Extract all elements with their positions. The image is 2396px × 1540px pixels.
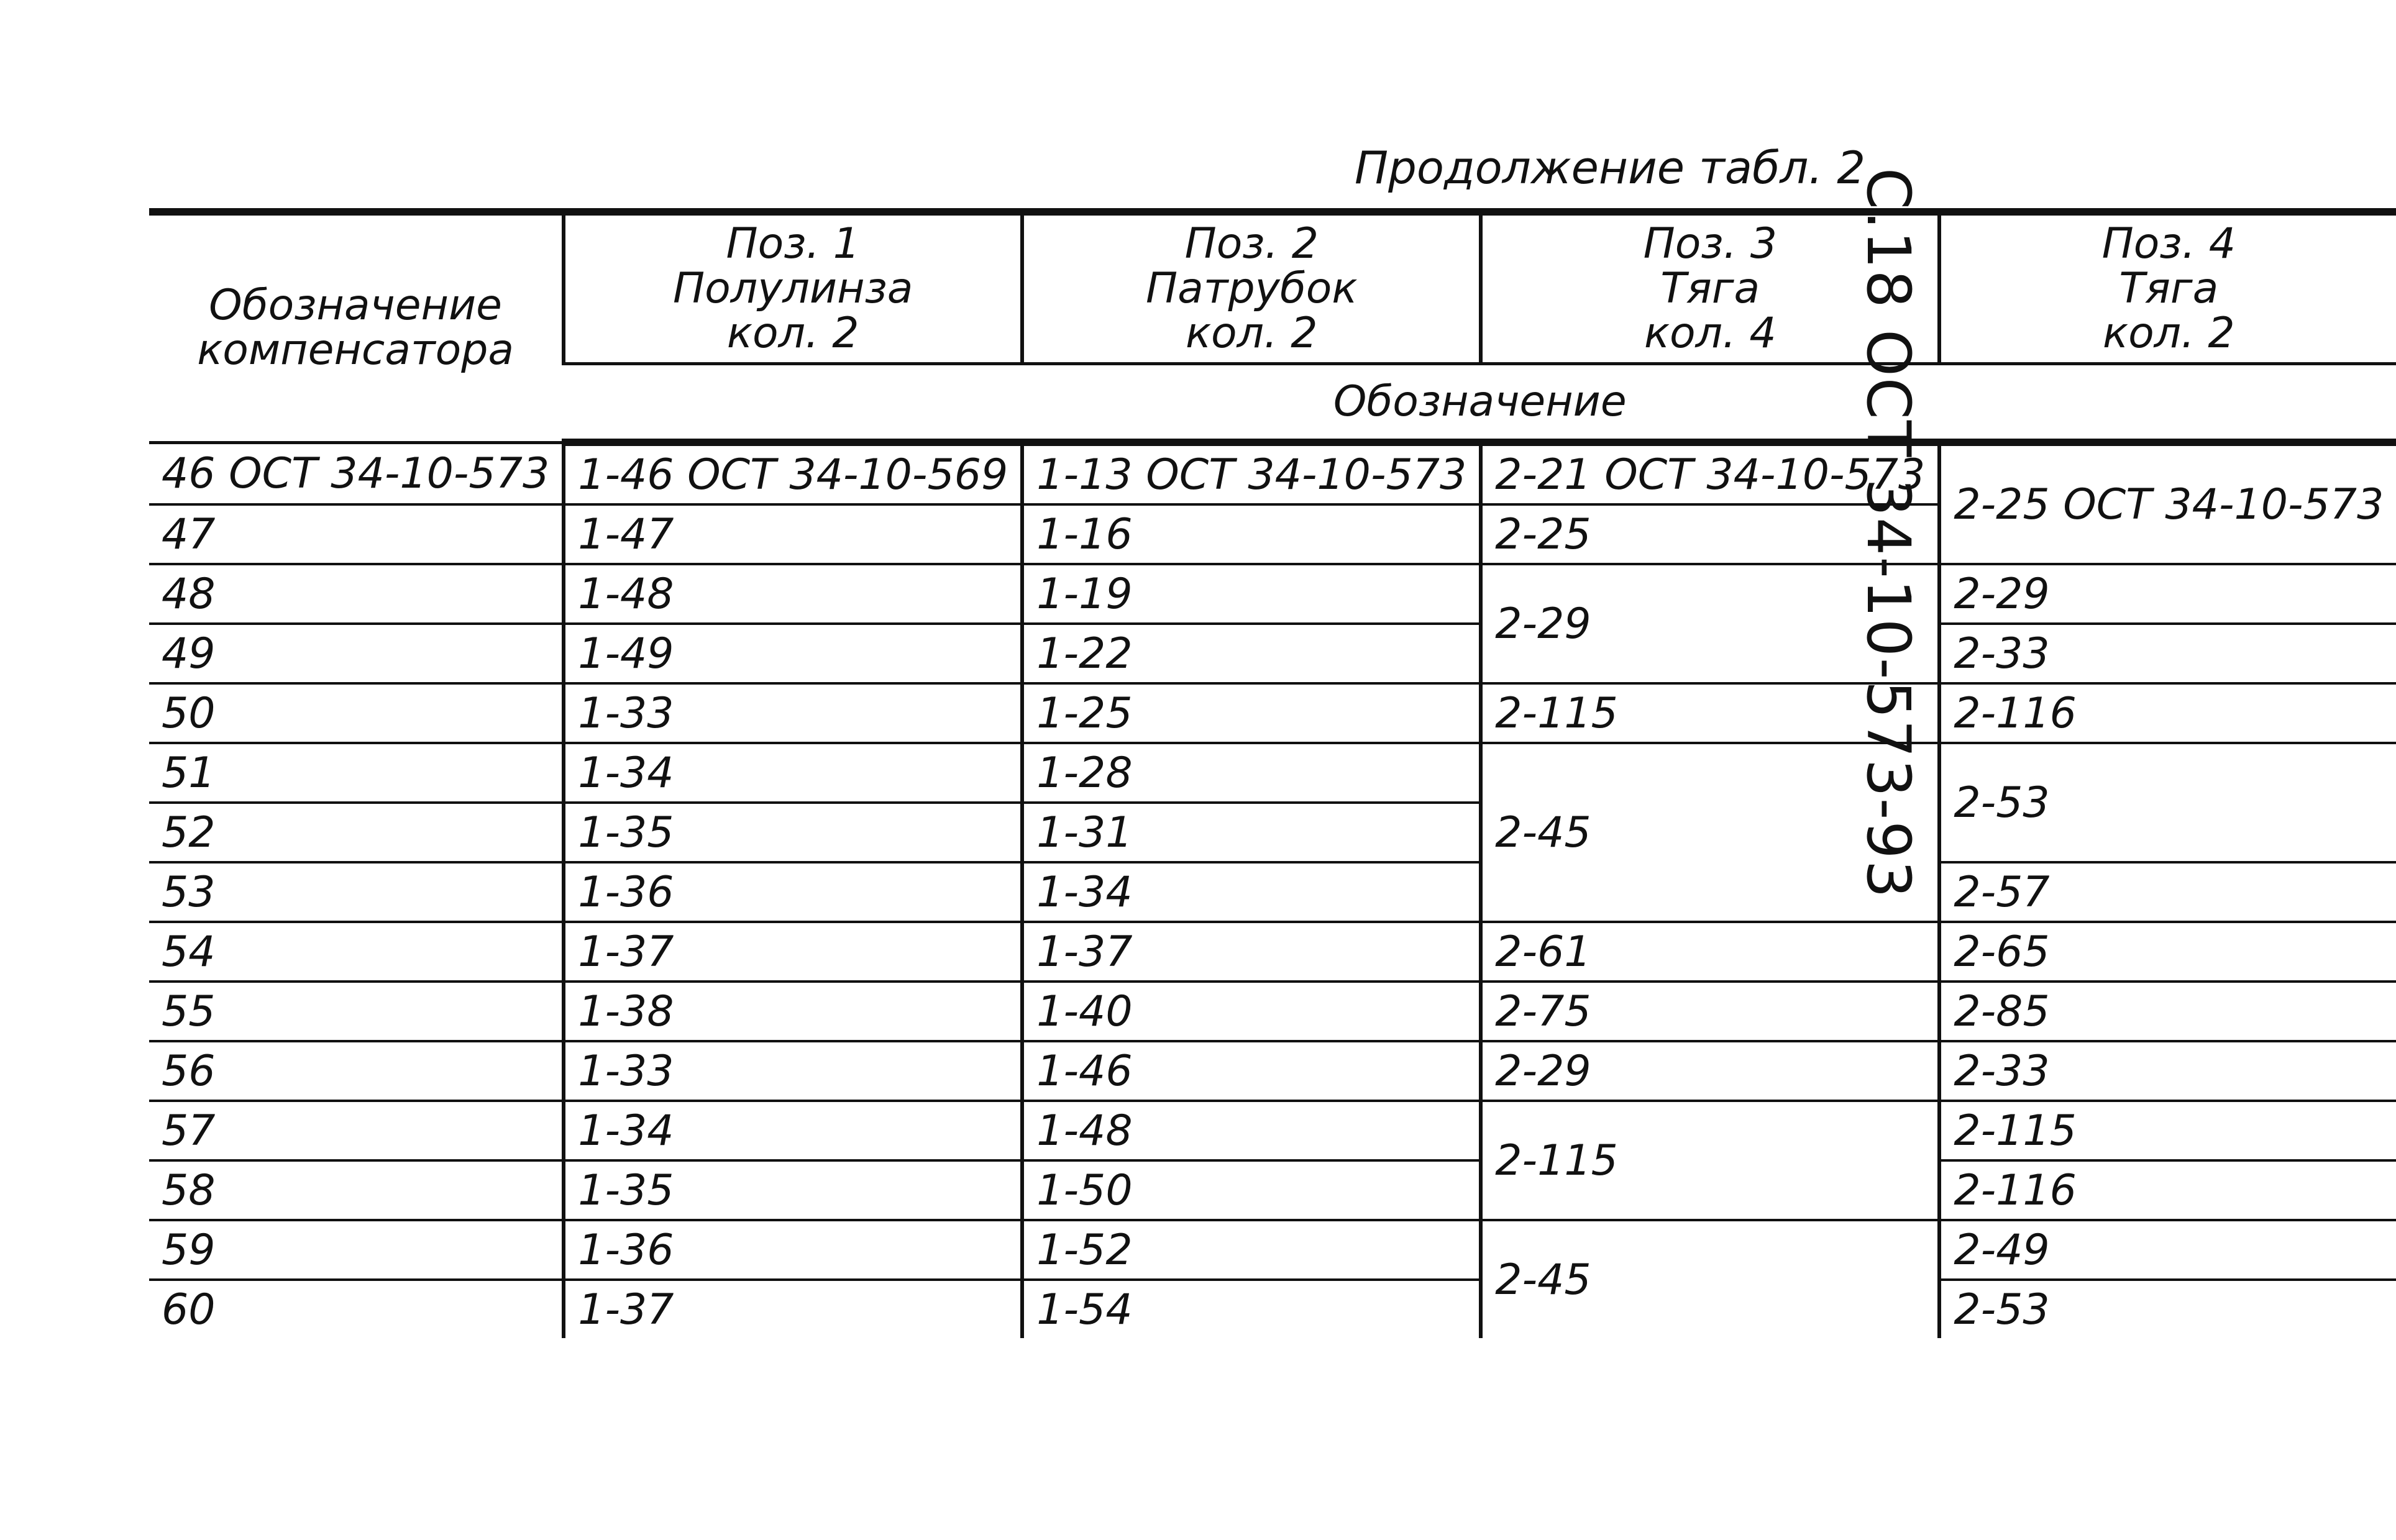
header-pos-2: Поз. 2 Патрубок кол. 2 [1022, 212, 1481, 364]
table-cell: 2-75 [1481, 982, 1939, 1041]
table-cell: 1-50 [1022, 1160, 1481, 1220]
table-cell: 49 [149, 624, 564, 683]
table-cell: 1-33 [564, 683, 1022, 743]
header-pos-1: Поз. 1 Полулинза кол. 2 [564, 212, 1022, 364]
table-cell: 2-25 [1481, 504, 1939, 564]
table-cell: 2-45 [1481, 1220, 1939, 1338]
table-cell: 1-47 [564, 504, 1022, 564]
table-cell: 1-48 [1022, 1101, 1481, 1160]
table-cell: 2-33 [1939, 624, 2396, 683]
table-cell: 55 [149, 982, 564, 1041]
table-cell: 2-115 [1481, 683, 1939, 743]
table-cell: 2-29 [1481, 1041, 1939, 1101]
table-cell: 1-33 [564, 1041, 1022, 1101]
table-cell: 47 [149, 504, 564, 564]
compensator-table [149, 208, 2396, 1338]
header-designation-span: Обозначение [564, 364, 2396, 443]
table-cell: 2-116 [1939, 683, 2396, 743]
table-cell: 46 ОСТ 34-10-573 [149, 442, 564, 504]
table-cell: 1-28 [1022, 743, 1481, 803]
table-cell: 1-46 [1022, 1041, 1481, 1101]
table-cell: 1-19 [1022, 564, 1481, 624]
table-cell: 2-45 [1481, 743, 1939, 922]
table-cell: 2-115 [1481, 1101, 1939, 1220]
table-cell: 54 [149, 922, 564, 982]
table-cell: 1-34 [1022, 862, 1481, 922]
table-cell: 2-53 [1939, 1280, 2396, 1338]
table-cell: 1-37 [564, 1280, 1022, 1338]
table-cell: 59 [149, 1220, 564, 1280]
table-cell: 1-35 [564, 803, 1022, 862]
header-pos-4: Поз. 4 Тяга кол. 2 [1939, 212, 2396, 364]
table-cell: 1-54 [1022, 1280, 1481, 1338]
table-cell: 2-29 [1939, 564, 2396, 624]
page-document-code: С.18 ОСТ 34-10-573-93 [1854, 168, 1923, 900]
table-cell: 2-57 [1939, 862, 2396, 922]
table-cell: 1-16 [1022, 504, 1481, 564]
table-cell: 2-116 [1939, 1160, 2396, 1220]
table-cell: 1-34 [564, 743, 1022, 803]
table-cell: 53 [149, 862, 564, 922]
table-cell: 1-37 [564, 922, 1022, 982]
table-cell: 1-36 [564, 1220, 1022, 1280]
table-cell: 1-13 ОСТ 34-10-573 [1022, 442, 1481, 504]
table-cell: 1-22 [1022, 624, 1481, 683]
table-cell: 58 [149, 1160, 564, 1220]
table-cell: 1-34 [564, 1101, 1022, 1160]
table-cell: 2-49 [1939, 1220, 2396, 1280]
table-cell: 2-85 [1939, 982, 2396, 1041]
table-cell: 56 [149, 1041, 564, 1101]
table-cell: 1-36 [564, 862, 1022, 922]
table-cell: 1-49 [564, 624, 1022, 683]
table-cell: 48 [149, 564, 564, 624]
table-cell: 50 [149, 683, 564, 743]
table-cell: 1-35 [564, 1160, 1022, 1220]
table-cell: 60 [162, 1285, 216, 1334]
table-cell: 1-40 [1022, 982, 1481, 1041]
table-cell: 2-33 [1939, 1041, 2396, 1101]
table-cell: 57 [149, 1101, 564, 1160]
table-cell: 2-53 [1939, 743, 2396, 862]
table-caption: Продолжение табл. 2 [1355, 142, 1866, 194]
table-cell: 2-21 ОСТ 34-10-573 [1481, 442, 1939, 504]
header-pos-3: Поз. 3 Тяга кол. 4 [1481, 212, 1939, 364]
table-cell: 52 [149, 803, 564, 862]
table-cell: 2-29 [1481, 564, 1939, 683]
table-cell: 1-25 [1022, 683, 1481, 743]
table-cell: 1-48 [564, 564, 1022, 624]
table-cell: 2-115 [1939, 1101, 2396, 1160]
table-cell: 1-38 [564, 982, 1022, 1041]
table-cell: 1-52 [1022, 1220, 1481, 1280]
table-cell: 1-37 [1022, 922, 1481, 982]
table-cell: 2-65 [1939, 922, 2396, 982]
table-cell: 2-61 [1481, 922, 1939, 982]
table-cell: 2-25 ОСТ 34-10-573 [1939, 442, 2396, 564]
table-cell: 1-31 [1022, 803, 1481, 862]
table-cell: 51 [149, 743, 564, 803]
header-compensator-designation: Обозначение компенсатора [149, 212, 564, 442]
table-cell: 1-46 ОСТ 34-10-569 [564, 442, 1022, 504]
